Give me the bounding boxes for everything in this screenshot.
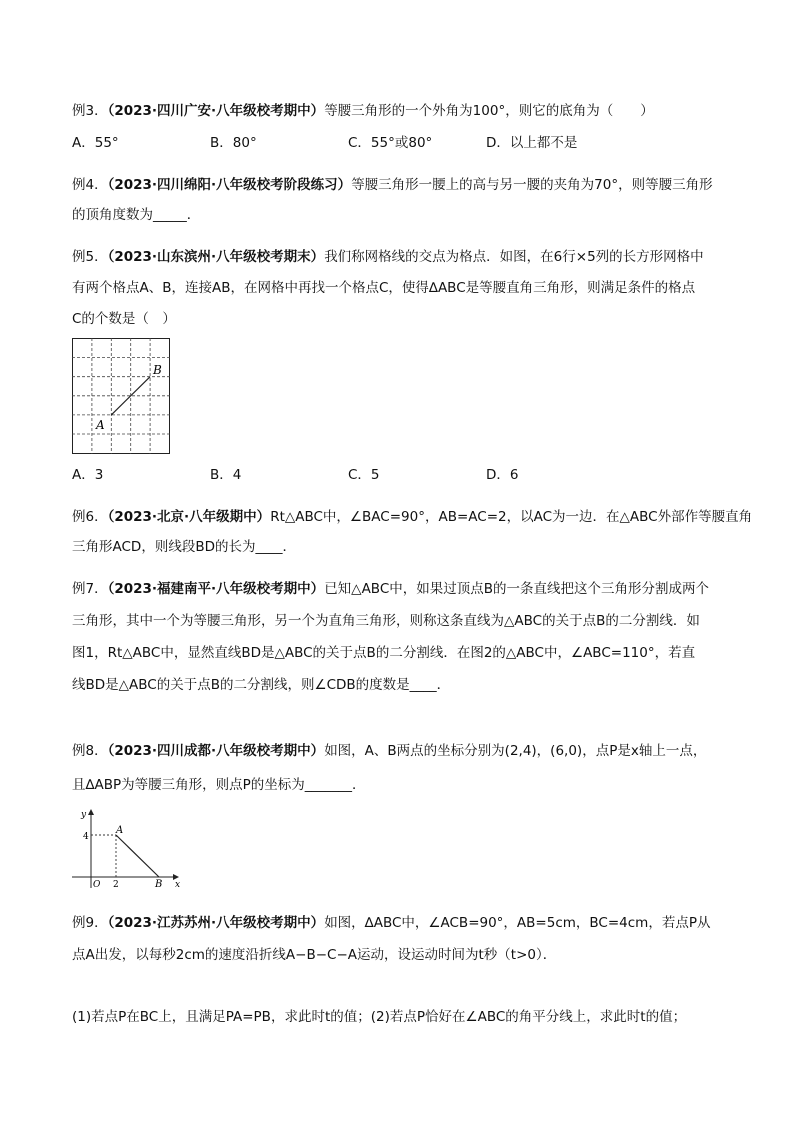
point-a-label: A [96,418,105,432]
x-axis-label: x [175,880,181,890]
ex5-grid-figure [72,338,172,454]
ex9-questions: (1)若点P在BC上，且满足PA=PB，求此时t的值；(2)若点P恰好在∠ABC的角平分线上，求此时t的值； [72,1009,687,1025]
ex5-stem: 例5．（2023·山东滨州·八年级校考期末）我们称网格线的交点为格点．如图，在6行×5列的长方形网格中 [72,249,704,265]
ex3-stem: 例3．（2023·四川广安·八年级校考期中）等腰三角形的一个外角为100°，则它的底角为（ ） [72,103,654,119]
ex4-stem-line2: 的顶角度数为_____． [72,207,201,223]
y-axis-label: y [81,810,87,820]
ex3-option-c: C．55°或80° [348,135,433,151]
ex5-option-b: B．4 [210,467,242,483]
ex3-option-a: A．55° [72,135,119,151]
ex9-stem-line2: 点A出发，以每秒2cm的速度沿折线A−B−C−A运动，设运动时间为t秒（t>0）． [72,947,557,963]
ex4-stem: 例4．（2023·四川绵阳·八年级校考阶段练习）等腰三角形一腰上的高与另一腰的夹角为70°，则等腰三角形 [72,177,713,193]
ex7-stem-line4: 线BD是△ABC的关于点B的二分割线，则∠CDB的度数是____． [72,677,451,693]
ex3-option-d: D．以上都不是 [486,135,578,151]
grid-lines [72,338,170,454]
point-b-label: B [153,363,162,377]
ex8-stem-line2: 且∆ABP为等腰三角形，则点P的坐标为_______． [72,777,366,793]
ex6-stem-line2: 三角形ACD，则线段BD的长为____． [72,539,296,555]
origin-label: O [93,880,101,890]
tick-4-label: 4 [83,832,89,842]
ex7-stem-line3: 图1，Rt△ABC中，显然直线BD是△ABC的关于点B的二分割线．在图2的△ABC中，∠ABC=110°，若直 [72,645,696,661]
segment-ab [116,835,159,877]
ex5-stem-line2: 有两个格点A、B，连接AB，在网格中再找一个格点C，使得∆ABC是等腰直角三角形，则满足条件的格点 [72,280,696,296]
ex7-stem-line2: 三角形，其中一个为等腰三角形，另一个为直角三角形，则称这条直线为△ABC的关于点B的二分割线．如 [72,613,700,629]
ex8-coordinate-figure [72,806,184,890]
ex5-option-d: D．6 [486,467,519,483]
ex6-stem: 例6．（2023·北京·八年级期中）Rt△ABC中，∠BAC=90°，AB=AC=2，以AC为一边．在△ABC外部作等腰直角 [72,509,753,525]
point-b-label: B [155,879,163,890]
ex5-option-a: A．3 [72,467,104,483]
ex5-option-c: C．5 [348,467,380,483]
point-a-label: A [116,825,124,836]
ex7-stem: 例7．（2023·福建南平·八年级校考期中）已知△ABC中，如果过顶点B的一条直线把这个三角形分割成两个 [72,581,710,597]
ex5-stem-line3: C的个数是（ ） [72,311,176,327]
tick-2-label: 2 [113,880,119,890]
ex3-option-b: B．80° [210,135,257,151]
ex8-stem: 例8．（2023·四川成都·八年级校考期中）如图，A、B两点的坐标分别为(2,4)，(6,0)，点P是x轴上一点， [72,743,707,759]
ex9-stem: 例9．（2023·江苏苏州·八年级校考期中）如图，∆ABC中，∠ACB=90°，AB=5cm，BC=4cm，若点P从 [72,915,711,931]
